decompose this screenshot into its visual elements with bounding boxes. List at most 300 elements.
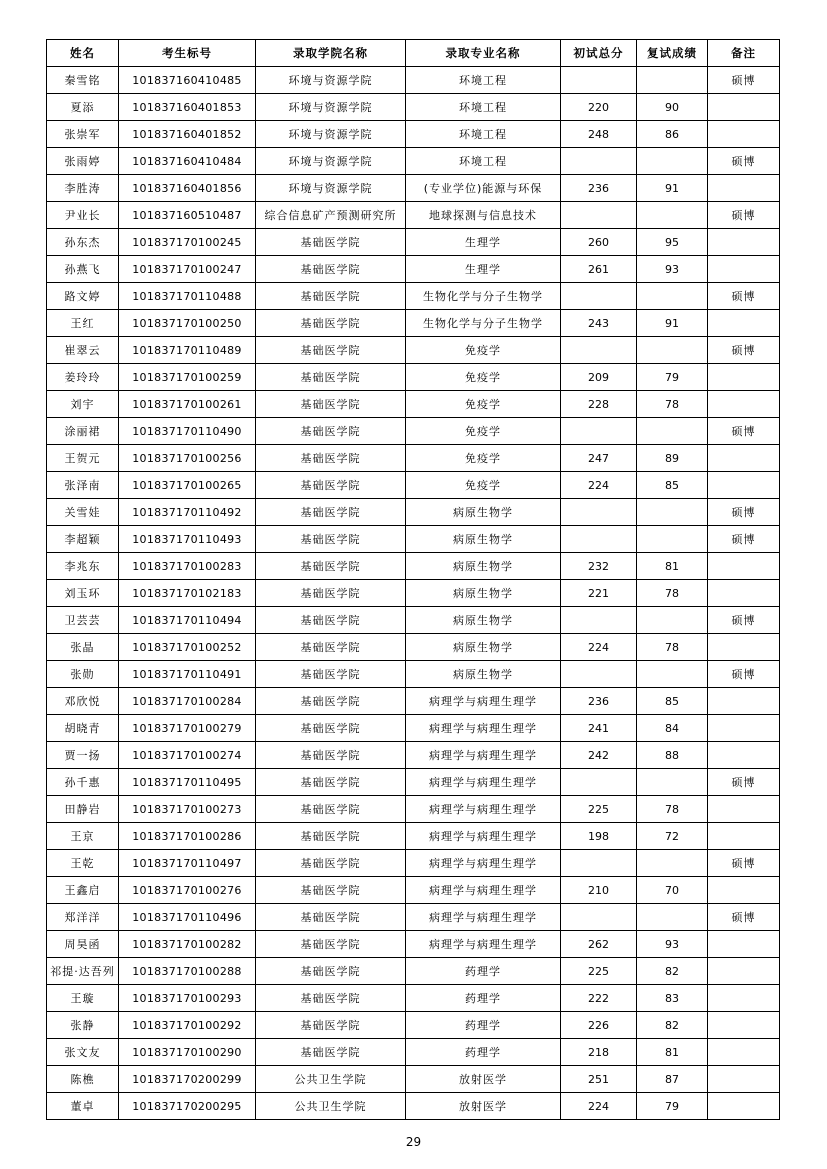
cell-initial-score: 228: [561, 391, 637, 418]
cell-college: 基础医学院: [256, 1012, 406, 1039]
cell-initial-score: [561, 850, 637, 877]
cell-name: 卫芸芸: [47, 607, 119, 634]
cell-initial-score: [561, 283, 637, 310]
cell-exam-id: 101837170100290: [119, 1039, 256, 1066]
cell-retest-score: 84: [637, 715, 708, 742]
cell-remark: 硕博: [708, 418, 780, 445]
cell-college: 基础医学院: [256, 391, 406, 418]
cell-name: 张泽南: [47, 472, 119, 499]
cell-college: 基础医学院: [256, 526, 406, 553]
cell-remark: 硕博: [708, 202, 780, 229]
cell-exam-id: 101837170100284: [119, 688, 256, 715]
cell-remark: 硕博: [708, 148, 780, 175]
cell-retest-score: [637, 283, 708, 310]
cell-remark: [708, 364, 780, 391]
cell-major: 药理学: [406, 985, 561, 1012]
table-row: [47, 67, 780, 94]
cell-name: 刘玉环: [47, 580, 119, 607]
cell-college: 基础医学院: [256, 742, 406, 769]
cell-initial-score: 242: [561, 742, 637, 769]
cell-initial-score: 218: [561, 1039, 637, 1066]
cell-initial-score: [561, 148, 637, 175]
cell-remark: 硕博: [708, 67, 780, 94]
cell-remark: [708, 175, 780, 202]
cell-remark: 硕博: [708, 904, 780, 931]
cell-college: 基础医学院: [256, 634, 406, 661]
cell-name: 王璇: [47, 985, 119, 1012]
cell-college: 基础医学院: [256, 229, 406, 256]
table-header: [47, 40, 780, 67]
cell-major: 生物化学与分子生物学: [406, 310, 561, 337]
cell-name: 关雪娃: [47, 499, 119, 526]
cell-major: 免疫学: [406, 418, 561, 445]
cell-major: 免疫学: [406, 472, 561, 499]
cell-college: 公共卫生学院: [256, 1093, 406, 1120]
cell-remark: [708, 634, 780, 661]
cell-initial-score: 222: [561, 985, 637, 1012]
cell-initial-score: 260: [561, 229, 637, 256]
cell-initial-score: 221: [561, 580, 637, 607]
cell-remark: [708, 445, 780, 472]
cell-name: 王鑫启: [47, 877, 119, 904]
cell-initial-score: 261: [561, 256, 637, 283]
cell-major: 病原生物学: [406, 526, 561, 553]
cell-major: 环境工程: [406, 67, 561, 94]
cell-major: 生理学: [406, 256, 561, 283]
table-row: [47, 121, 780, 148]
cell-exam-id: 101837160401852: [119, 121, 256, 148]
table-row: [47, 958, 780, 985]
cell-retest-score: 86: [637, 121, 708, 148]
cell-remark: 硕博: [708, 283, 780, 310]
cell-exam-id: 101837170110490: [119, 418, 256, 445]
cell-retest-score: 78: [637, 391, 708, 418]
cell-retest-score: [637, 850, 708, 877]
cell-exam-id: 101837170200295: [119, 1093, 256, 1120]
cell-major: 免疫学: [406, 445, 561, 472]
cell-initial-score: 225: [561, 796, 637, 823]
cell-name: 孙千惠: [47, 769, 119, 796]
table-row: [47, 985, 780, 1012]
cell-name: 孙燕飞: [47, 256, 119, 283]
cell-exam-id: 101837170100261: [119, 391, 256, 418]
cell-exam-id: 101837170100293: [119, 985, 256, 1012]
table-row: [47, 283, 780, 310]
cell-name: 田静岩: [47, 796, 119, 823]
cell-initial-score: [561, 499, 637, 526]
table-row: [47, 850, 780, 877]
cell-exam-id: 101837170100282: [119, 931, 256, 958]
cell-retest-score: [637, 148, 708, 175]
cell-exam-id: 101837170110489: [119, 337, 256, 364]
cell-college: 环境与资源学院: [256, 148, 406, 175]
table-row: [47, 175, 780, 202]
cell-retest-score: 81: [637, 1039, 708, 1066]
cell-major: 药理学: [406, 1039, 561, 1066]
cell-exam-id: 101837160410484: [119, 148, 256, 175]
cell-retest-score: [637, 67, 708, 94]
cell-retest-score: 70: [637, 877, 708, 904]
cell-name: 崔翠云: [47, 337, 119, 364]
cell-retest-score: 79: [637, 364, 708, 391]
cell-college: 基础医学院: [256, 1039, 406, 1066]
cell-retest-score: [637, 499, 708, 526]
table-row: [47, 94, 780, 121]
cell-college: 基础医学院: [256, 931, 406, 958]
cell-initial-score: [561, 526, 637, 553]
cell-name: 路文婷: [47, 283, 119, 310]
cell-remark: [708, 472, 780, 499]
cell-remark: [708, 796, 780, 823]
table-row: [47, 634, 780, 661]
cell-exam-id: 101837170110491: [119, 661, 256, 688]
cell-remark: [708, 931, 780, 958]
cell-remark: 硕博: [708, 661, 780, 688]
cell-initial-score: 224: [561, 472, 637, 499]
cell-initial-score: 232: [561, 553, 637, 580]
header-row: [47, 40, 780, 67]
cell-retest-score: 87: [637, 1066, 708, 1093]
cell-remark: [708, 985, 780, 1012]
cell-initial-score: [561, 661, 637, 688]
cell-retest-score: [637, 202, 708, 229]
cell-retest-score: 78: [637, 580, 708, 607]
table-row: [47, 904, 780, 931]
cell-name: 张晶: [47, 634, 119, 661]
cell-major: 环境工程: [406, 148, 561, 175]
cell-major: 环境工程: [406, 121, 561, 148]
cell-retest-score: 79: [637, 1093, 708, 1120]
cell-college: 基础医学院: [256, 715, 406, 742]
header-initial-score: 初试总分: [561, 40, 637, 67]
cell-retest-score: 82: [637, 958, 708, 985]
cell-retest-score: [637, 526, 708, 553]
cell-remark: [708, 1066, 780, 1093]
cell-college: 环境与资源学院: [256, 121, 406, 148]
table-row: [47, 715, 780, 742]
cell-retest-score: 78: [637, 634, 708, 661]
cell-college: 环境与资源学院: [256, 94, 406, 121]
cell-college: 基础医学院: [256, 364, 406, 391]
cell-exam-id: 101837170100279: [119, 715, 256, 742]
cell-college: 基础医学院: [256, 985, 406, 1012]
cell-college: 基础医学院: [256, 688, 406, 715]
cell-name: 张雨婷: [47, 148, 119, 175]
cell-retest-score: [637, 337, 708, 364]
cell-initial-score: 241: [561, 715, 637, 742]
cell-major: 病原生物学: [406, 499, 561, 526]
cell-college: 基础医学院: [256, 580, 406, 607]
cell-initial-score: [561, 337, 637, 364]
cell-name: 王红: [47, 310, 119, 337]
cell-retest-score: [637, 904, 708, 931]
cell-retest-score: 82: [637, 1012, 708, 1039]
table-row: [47, 580, 780, 607]
table-row: [47, 1039, 780, 1066]
cell-college: 基础医学院: [256, 823, 406, 850]
cell-remark: [708, 715, 780, 742]
cell-name: 贾一扬: [47, 742, 119, 769]
cell-major: 免疫学: [406, 391, 561, 418]
cell-college: 基础医学院: [256, 661, 406, 688]
cell-name: 尹业长: [47, 202, 119, 229]
header-college: 录取学院名称: [256, 40, 406, 67]
cell-exam-id: 101837170110497: [119, 850, 256, 877]
page-number: 29: [405, 1135, 422, 1149]
cell-name: 张崇军: [47, 121, 119, 148]
cell-retest-score: 78: [637, 796, 708, 823]
cell-exam-id: 101837170100256: [119, 445, 256, 472]
cell-remark: [708, 688, 780, 715]
cell-exam-id: 101837170100259: [119, 364, 256, 391]
cell-exam-id: 101837170110488: [119, 283, 256, 310]
cell-remark: [708, 121, 780, 148]
cell-college: 环境与资源学院: [256, 175, 406, 202]
cell-remark: [708, 877, 780, 904]
cell-college: 基础医学院: [256, 499, 406, 526]
table-row: [47, 607, 780, 634]
table-row: [47, 418, 780, 445]
cell-retest-score: 93: [637, 931, 708, 958]
cell-retest-score: 91: [637, 175, 708, 202]
table-row: [47, 823, 780, 850]
cell-college: 基础医学院: [256, 256, 406, 283]
cell-initial-score: 251: [561, 1066, 637, 1093]
cell-major: 病原生物学: [406, 553, 561, 580]
cell-major: 病理学与病理生理学: [406, 688, 561, 715]
cell-remark: [708, 553, 780, 580]
cell-major: 放射医学: [406, 1093, 561, 1120]
header-name: 姓名: [47, 40, 119, 67]
cell-major: 病理学与病理生理学: [406, 931, 561, 958]
cell-major: 免疫学: [406, 337, 561, 364]
cell-retest-score: 83: [637, 985, 708, 1012]
cell-exam-id: 101837170102183: [119, 580, 256, 607]
table-row: [47, 1066, 780, 1093]
cell-major: 药理学: [406, 958, 561, 985]
cell-exam-id: 101837160401856: [119, 175, 256, 202]
cell-college: 基础医学院: [256, 769, 406, 796]
table-row: [47, 877, 780, 904]
cell-initial-score: 209: [561, 364, 637, 391]
cell-initial-score: [561, 904, 637, 931]
cell-name: 胡晓青: [47, 715, 119, 742]
cell-retest-score: [637, 769, 708, 796]
cell-name: 陈樵: [47, 1066, 119, 1093]
cell-initial-score: [561, 67, 637, 94]
header-major: 录取专业名称: [406, 40, 561, 67]
cell-remark: 硕博: [708, 499, 780, 526]
cell-major: 免疫学: [406, 364, 561, 391]
cell-remark: [708, 94, 780, 121]
cell-name: 张静: [47, 1012, 119, 1039]
cell-exam-id: 101837170100265: [119, 472, 256, 499]
cell-initial-score: [561, 769, 637, 796]
cell-major: 病理学与病理生理学: [406, 742, 561, 769]
cell-college: 基础医学院: [256, 796, 406, 823]
table-row: [47, 148, 780, 175]
cell-remark: [708, 580, 780, 607]
cell-name: 姜玲玲: [47, 364, 119, 391]
table-row: [47, 472, 780, 499]
cell-major: 病原生物学: [406, 580, 561, 607]
cell-initial-score: 236: [561, 175, 637, 202]
cell-exam-id: 101837170100288: [119, 958, 256, 985]
table-row: [47, 391, 780, 418]
cell-remark: [708, 1093, 780, 1120]
cell-major: 病理学与病理生理学: [406, 904, 561, 931]
cell-retest-score: 85: [637, 472, 708, 499]
cell-initial-score: 247: [561, 445, 637, 472]
cell-major: 病理学与病理生理学: [406, 715, 561, 742]
cell-remark: [708, 742, 780, 769]
cell-name: 董卓: [47, 1093, 119, 1120]
cell-initial-score: 243: [561, 310, 637, 337]
cell-retest-score: 95: [637, 229, 708, 256]
cell-exam-id: 101837170110495: [119, 769, 256, 796]
cell-major: 放射医学: [406, 1066, 561, 1093]
cell-initial-score: 220: [561, 94, 637, 121]
cell-name: 秦雪铭: [47, 67, 119, 94]
cell-college: 基础医学院: [256, 553, 406, 580]
cell-initial-score: 224: [561, 634, 637, 661]
cell-retest-score: 93: [637, 256, 708, 283]
cell-college: 基础医学院: [256, 283, 406, 310]
cell-initial-score: 224: [561, 1093, 637, 1120]
cell-college: 基础医学院: [256, 850, 406, 877]
table-row: [47, 445, 780, 472]
cell-major: 生理学: [406, 229, 561, 256]
cell-remark: [708, 958, 780, 985]
table-row: [47, 688, 780, 715]
cell-major: 病理学与病理生理学: [406, 769, 561, 796]
cell-major: 病理学与病理生理学: [406, 877, 561, 904]
cell-exam-id: 101837160410485: [119, 67, 256, 94]
cell-exam-id: 101837170110496: [119, 904, 256, 931]
admission-table: [46, 39, 780, 1120]
header-exam-id: 考生标号: [119, 40, 256, 67]
table-row: [47, 310, 780, 337]
cell-name: 李胜涛: [47, 175, 119, 202]
cell-exam-id: 101837160510487: [119, 202, 256, 229]
cell-remark: [708, 256, 780, 283]
table-row: [47, 337, 780, 364]
cell-name: 孙东杰: [47, 229, 119, 256]
cell-major: 地球探测与信息技术: [406, 202, 561, 229]
table-row: [47, 769, 780, 796]
table-row: [47, 229, 780, 256]
cell-initial-score: 225: [561, 958, 637, 985]
table-row: [47, 931, 780, 958]
cell-exam-id: 101837170100245: [119, 229, 256, 256]
cell-retest-score: 81: [637, 553, 708, 580]
cell-college: 基础医学院: [256, 472, 406, 499]
cell-initial-score: [561, 202, 637, 229]
cell-major: 病原生物学: [406, 661, 561, 688]
cell-name: 李超颖: [47, 526, 119, 553]
cell-remark: [708, 1039, 780, 1066]
table-row: [47, 364, 780, 391]
table-row: [47, 796, 780, 823]
cell-exam-id: 101837170100286: [119, 823, 256, 850]
cell-exam-id: 101837170100292: [119, 1012, 256, 1039]
header-remark: 备注: [708, 40, 780, 67]
table-row: [47, 661, 780, 688]
cell-college: 基础医学院: [256, 607, 406, 634]
header-retest-score: 复试成绩: [637, 40, 708, 67]
cell-exam-id: 101837170100252: [119, 634, 256, 661]
cell-initial-score: 226: [561, 1012, 637, 1039]
cell-name: 周昊函: [47, 931, 119, 958]
cell-college: 基础医学院: [256, 877, 406, 904]
cell-name: 张勋: [47, 661, 119, 688]
table-row: [47, 742, 780, 769]
cell-college: 基础医学院: [256, 418, 406, 445]
cell-exam-id: 101837170110493: [119, 526, 256, 553]
cell-name: 王京: [47, 823, 119, 850]
cell-retest-score: [637, 607, 708, 634]
cell-name: 夏添: [47, 94, 119, 121]
cell-initial-score: [561, 607, 637, 634]
cell-initial-score: 236: [561, 688, 637, 715]
cell-major: (专业学位)能源与环保: [406, 175, 561, 202]
cell-retest-score: 89: [637, 445, 708, 472]
cell-exam-id: 101837160401853: [119, 94, 256, 121]
cell-remark: 硕博: [708, 337, 780, 364]
cell-exam-id: 101837170200299: [119, 1066, 256, 1093]
table-row: [47, 553, 780, 580]
cell-name: 刘宇: [47, 391, 119, 418]
cell-exam-id: 101837170100274: [119, 742, 256, 769]
cell-exam-id: 101837170100247: [119, 256, 256, 283]
cell-name: 李兆东: [47, 553, 119, 580]
table-row: [47, 202, 780, 229]
cell-remark: 硕博: [708, 850, 780, 877]
cell-name: 郑洋洋: [47, 904, 119, 931]
cell-name: 祁提·达吾列: [47, 958, 119, 985]
cell-retest-score: 91: [637, 310, 708, 337]
cell-retest-score: 90: [637, 94, 708, 121]
cell-college: 基础医学院: [256, 445, 406, 472]
cell-major: 病理学与病理生理学: [406, 850, 561, 877]
table-row: [47, 1093, 780, 1120]
cell-name: 王贺元: [47, 445, 119, 472]
cell-major: 病理学与病理生理学: [406, 823, 561, 850]
cell-college: 基础医学院: [256, 310, 406, 337]
table-body: [47, 67, 780, 1120]
cell-college: 基础医学院: [256, 904, 406, 931]
cell-college: 基础医学院: [256, 958, 406, 985]
cell-remark: [708, 1012, 780, 1039]
cell-retest-score: 72: [637, 823, 708, 850]
cell-exam-id: 101837170100283: [119, 553, 256, 580]
cell-exam-id: 101837170110494: [119, 607, 256, 634]
cell-initial-score: 198: [561, 823, 637, 850]
cell-retest-score: 85: [637, 688, 708, 715]
cell-retest-score: [637, 661, 708, 688]
cell-name: 王乾: [47, 850, 119, 877]
cell-major: 环境工程: [406, 94, 561, 121]
cell-retest-score: [637, 418, 708, 445]
cell-major: 生物化学与分子生物学: [406, 283, 561, 310]
table-row: [47, 1012, 780, 1039]
cell-major: 药理学: [406, 1012, 561, 1039]
cell-remark: [708, 391, 780, 418]
cell-exam-id: 101837170100273: [119, 796, 256, 823]
cell-remark: 硕博: [708, 607, 780, 634]
cell-exam-id: 101837170110492: [119, 499, 256, 526]
cell-remark: [708, 229, 780, 256]
